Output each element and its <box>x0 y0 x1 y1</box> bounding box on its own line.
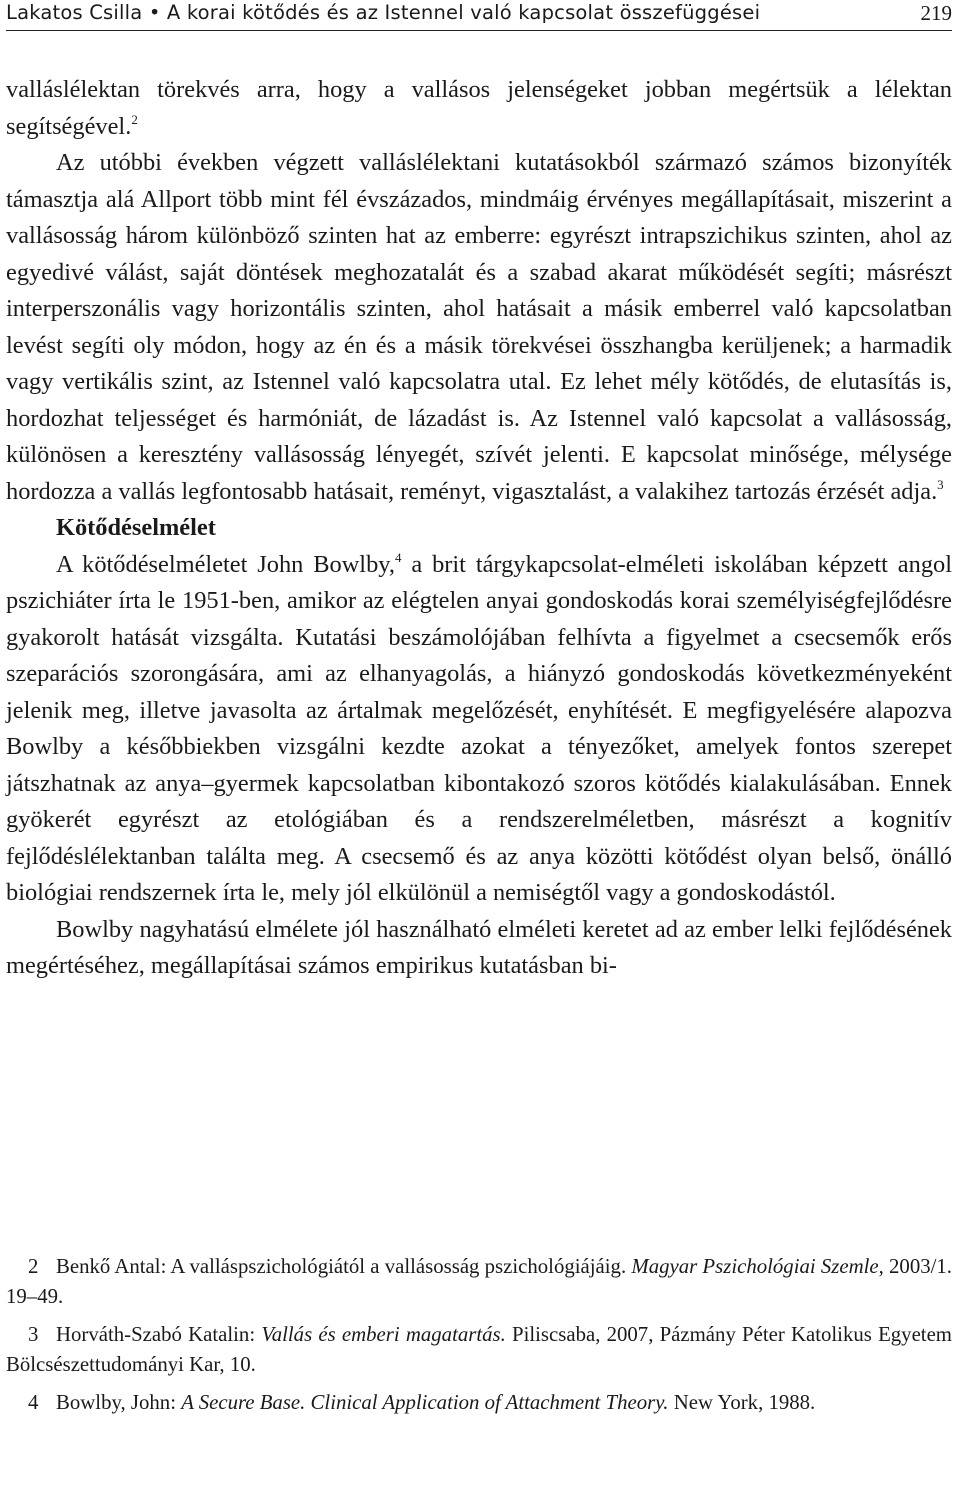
paragraph-4-text: Bowlby nagyhatású elmélete jól használható elméleti keretet ad az ember lelki fejlődésének megértéséhez, megállapításai számos empirikus kutatásban bi- <box>6 915 952 979</box>
footnote-text: Bowlby, John: <box>56 1391 182 1414</box>
paragraph-4 <box>6 912 952 985</box>
paragraph-3-text-b: a brit tárgykapcsolat-elméleti iskolában képzett angol pszichiáter írta le 1951-ben, amikor az elégtelen anyai gondoskodás korai személyiségfejlődésre gyakorolt hatását vizsgálta. Kutatási beszámolójában felhívta a figyelmet a csecsemők erős szeparációs szorongására, ami az elhanyagolás, a hiányzó gondoskodás következményeként jelenik meg, illetve javasolta az ártalmak megelőzését, enyhítését. E megfigyelésére alapozva Bowlby a későbbiekben vizsgálni kezdte azokat a tényezőket, amelyek fontos szerepet játszhatnak az anya–gyermek kapcsolatban kibontakozó szoros kötődés kialakulásában. Ennek gyökerét egyrészt az etológiában és a rendszerelméletben, másrészt a kognitív fejlődéslélektanban találta meg. A csecsemő és az anya közötti kötődést olyan belső, önálló biológiai rendszernek írta le, mely jól elkülönül a nemiségtől vagy a gondoskodástól. <box>6 550 952 906</box>
footnote-journal-title: Magyar Pszichológiai Szemle <box>631 1255 879 1278</box>
footnote-number: 4 <box>28 1391 39 1414</box>
footnote-ref-3[interactable]: 3 <box>937 476 944 492</box>
paragraph-1-text: valláslélektan törekvés arra, hogy a vallásos jelenségeket jobban megértsük a lélektan segítségével. <box>6 76 952 140</box>
footnote-number: 2 <box>28 1255 39 1278</box>
paragraph-2 <box>6 145 952 510</box>
footnote-4 <box>6 1388 952 1418</box>
paragraph-1 <box>6 72 952 145</box>
footnote-text: , 2003/1. 19–49. <box>6 1255 953 1308</box>
page-number: 219 <box>920 1 952 25</box>
footnote-book-title: A Secure Base. Clinical Application of Attachment Theory. <box>181 1391 669 1414</box>
footnote-number: 3 <box>28 1323 39 1346</box>
footnote-text: Piliscsaba, 2007, Pázmány Péter Katolikus Egyetem Bölcsészettudományi Kar, 10. <box>6 1323 952 1376</box>
footnote-ref-2[interactable]: 2 <box>131 111 138 127</box>
paragraph-3-text-a: A kötődéselméletet John Bowlby, <box>56 550 395 578</box>
footnote-text: New York, 1988. <box>668 1391 816 1414</box>
section-heading: Kötődéselmélet <box>56 514 216 541</box>
footnote-book-title: Vallás és emberi magatartás. <box>261 1323 506 1346</box>
footnotes <box>6 1252 952 1418</box>
footnote-text: Horváth-Szabó Katalin: <box>56 1323 262 1346</box>
footnote-text: Benkő Antal: A valláspszichológiától a vallásosság pszichológiájáig. <box>56 1255 632 1278</box>
footnote-2 <box>6 1252 952 1312</box>
footnote-ref-4[interactable]: 4 <box>395 549 402 565</box>
paragraph-2-text: Az utóbbi években végzett valláslélektani kutatásokból származó számos bizonyíték támasztja alá Allport több mint fél évszázados, mindmáig érvényes megállapításait, miszerint a vallásosság három különböző szinten hat az emberre: egyrészt intrapszichikus szinten, ahol az egyedivé válást, saját döntések meghozatalát és a szabad akarat működését segíti; másrészt interperszonális vagy horizontális szinten, ahol hatásait a másik emberrel való kapcsolatban levést segíti oly módon, hogy az én és a másik törekvései összhangba kerüljenek; a harmadik vagy vertikális szint, az Istennel való kapcsolatra utal. Ez lehet mély kötődés, de elutasítás is, hordozhat teljességet és harmóniát, de lázadást is. Az Istennel való kapcsolat a vallásosság, különösen a keresztény vallásosság lényegét, szívét jelenti. E kapcsolat minősége, mélysége hordozza a vallás legfontosabb hatásait, reményt, vigasztalást, a valakihez tartozás érzését adja. <box>6 149 952 505</box>
running-title: Lakatos Csilla • A korai kötődés és az Istennel való kapcsolat összefüggései <box>6 1 761 24</box>
paragraph-3 <box>6 547 952 912</box>
running-header <box>6 0 952 31</box>
main-text <box>6 72 952 985</box>
footnote-3 <box>6 1320 952 1380</box>
